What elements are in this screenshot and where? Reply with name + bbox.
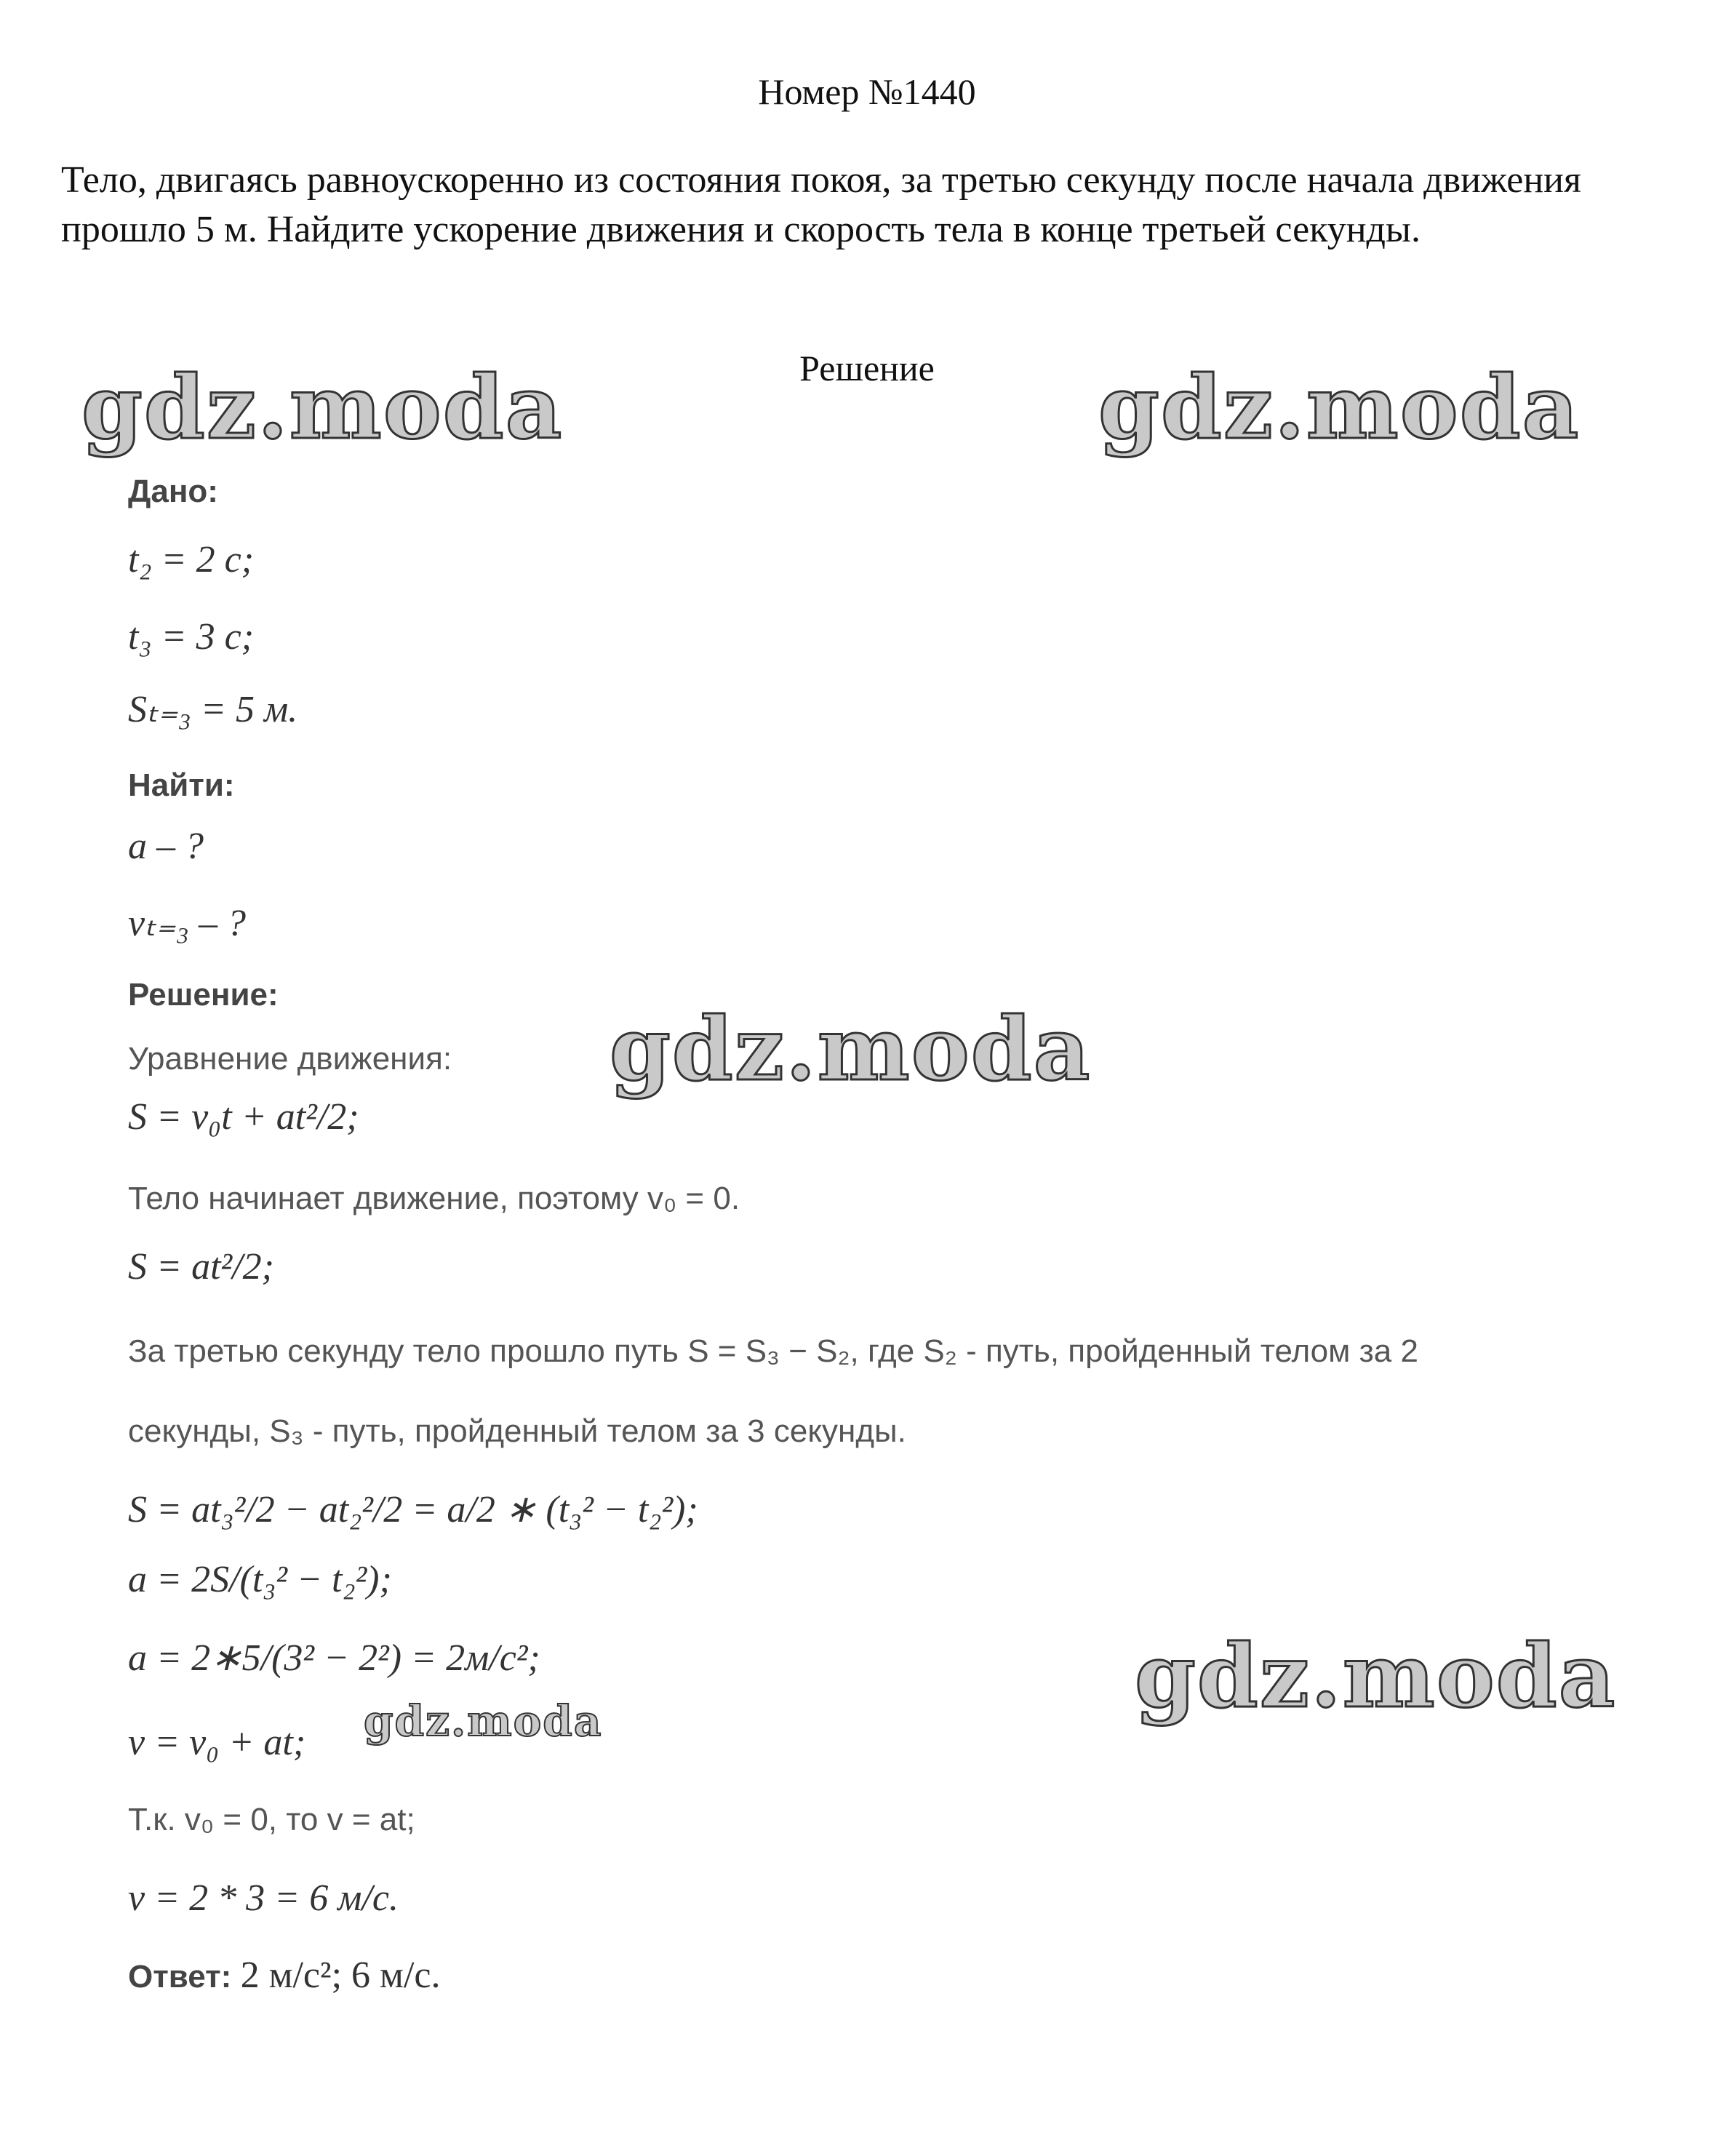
watermark-top-right: gdz.moda [1098,356,1581,459]
problem-text: Тело, двигаясь равноускоренно из состояния покоя, за третью секунду после начала движения прошло 5 м. Найдите ускорение движения и скорость тела в конце третьей секунды. [61,159,1581,250]
answer-line [128,1955,440,1997]
equation-1: S = v₀t + at²/2; [128,1096,359,1138]
answer-label: Ответ: [128,1959,232,1995]
find-label: Найти: [128,767,235,803]
watermark-bottom-right: gdz.moda [1135,1625,1617,1728]
equation-3: S = at₃²/2 − at₂²/2 = a/2 ∗ (t₃² − t₂²); [128,1489,698,1530]
watermark-top-left: gdz.moda [81,356,564,459]
watermark-middle: gdz.moda [610,998,1092,1101]
page-title: Номер №1440 [758,71,976,112]
equation-6: v = v₀ + at; [128,1722,306,1763]
text-third-second-1: За третью секунду тело прошло путь S = S₃ − S₂, где S₂ - путь, пройденный телом за 2 [128,1333,1418,1369]
text-since-v0: Т.к. v₀ = 0, то v = at; [128,1802,415,1837]
given-label: Дано: [128,474,218,509]
solution-heading: Решение [799,348,935,388]
watermark-small: gdz.moda [364,1696,603,1746]
text-v0-zero: Тело начинает движение, поэтому v₀ = 0. [128,1181,740,1216]
equation-7: v = 2 * 3 = 6 м/с. [128,1877,399,1919]
given-t2: t₂ = 2 с; [128,539,255,580]
text-third-second-2: секунды, S₃ - путь, пройденный телом за 3 секунды. [128,1413,906,1449]
answer-value: 2 м/с²; 6 м/с. [240,1955,441,1996]
given-t3: t₃ = 3 с; [128,616,255,658]
equation-5: a = 2∗5/(3² − 2²) = 2м/с²; [128,1637,540,1679]
motion-eq-label: Уравнение движения: [128,1041,452,1077]
solution-label: Решение: [128,977,279,1013]
equation-2: S = at²/2; [128,1246,274,1287]
find-acceleration: a – ? [128,826,204,867]
given-distance: Sₜ₌₃ = 5 м. [128,689,298,730]
find-velocity: vₜ₌₃ – ? [128,903,246,944]
equation-4: a = 2S/(t₃² − t₂²); [128,1559,392,1600]
